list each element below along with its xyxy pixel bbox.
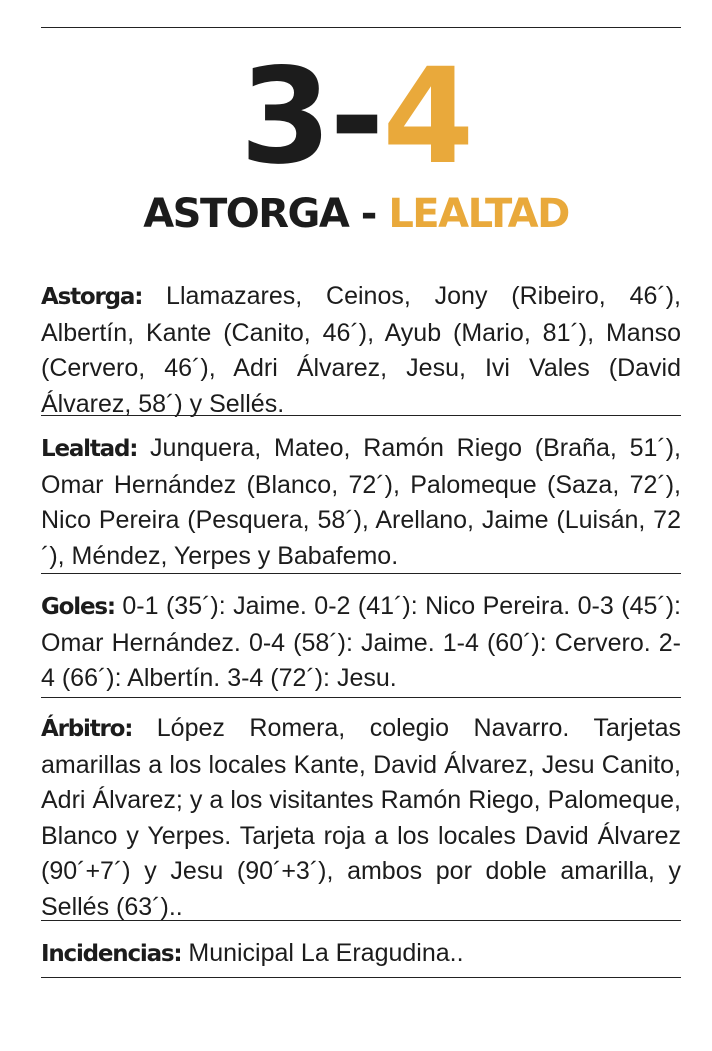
top-rule	[41, 27, 681, 28]
astorga-label: Astorga:	[41, 284, 143, 310]
arbitro-label: Árbitro:	[41, 716, 133, 742]
divider-1	[41, 415, 681, 416]
arbitro-text: López Romera, colegio Navarro. Tarjetas amarillas a los locales Kante, David Álvarez, Jesu Canito, Adri Álvarez; y a los visitantes Ramón Riego, Palomeque, Blanco y Yerpes. Tarjeta roja a los locales David Álvarez (90´+7´) y Jesu (90´+3´), ambos por doble amarilla, y Sellés (63´)..	[41, 714, 681, 921]
astorga-lineup	[41, 279, 681, 422]
home-team: ASTORGA	[143, 191, 349, 237]
lealtad-lineup	[41, 431, 681, 574]
goals	[41, 589, 681, 697]
goles-text: 0-1 (35´): Jaime. 0-2 (41´): Nico Pereira. 0-3 (45´): Omar Hernández. 0-4 (58´): Jaime. 1-4 (60´): Cervero. 2-4 (66´): Albertín. 3-4 (72´): Jesu.	[41, 592, 681, 692]
bottom-rule	[41, 977, 681, 978]
referee	[41, 711, 681, 925]
lealtad-label: Lealtad:	[41, 436, 138, 462]
goles-label: Goles:	[41, 594, 115, 620]
astorga-text: Llamazares, Ceinos, Jony (Ribeiro, 46´), Albertín, Kante (Canito, 46´), Ayub (Mario, 81´), Manso (Cervero, 46´), Adri Álvarez, Jesu, Ivi Vales (David Álvarez, 58´) y Sellés.	[41, 282, 681, 418]
home-score: 3	[239, 40, 330, 194]
team-separator: -	[348, 191, 389, 237]
divider-3	[41, 697, 681, 698]
away-team: LEALTAD	[388, 191, 569, 237]
match-teams	[0, 186, 712, 242]
incidencias-text: Municipal La Eragudina..	[181, 939, 464, 967]
score-separator: -	[329, 40, 383, 194]
incidencias-label: Incidencias:	[41, 941, 182, 967]
incidents	[41, 936, 681, 973]
lealtad-text: Junquera, Mateo, Ramón Riego (Braña, 51´), Omar Hernández (Blanco, 72´), Palomeque (Saza, 72´), Nico Pereira (Pesquera, 58´), Arellano, Jaime (Luisán, 72´), Méndez, Yerpes y Babafemo.	[41, 434, 681, 570]
divider-2	[41, 573, 681, 574]
away-score: 4	[382, 40, 473, 194]
divider-4	[41, 920, 681, 921]
final-score	[0, 42, 712, 192]
